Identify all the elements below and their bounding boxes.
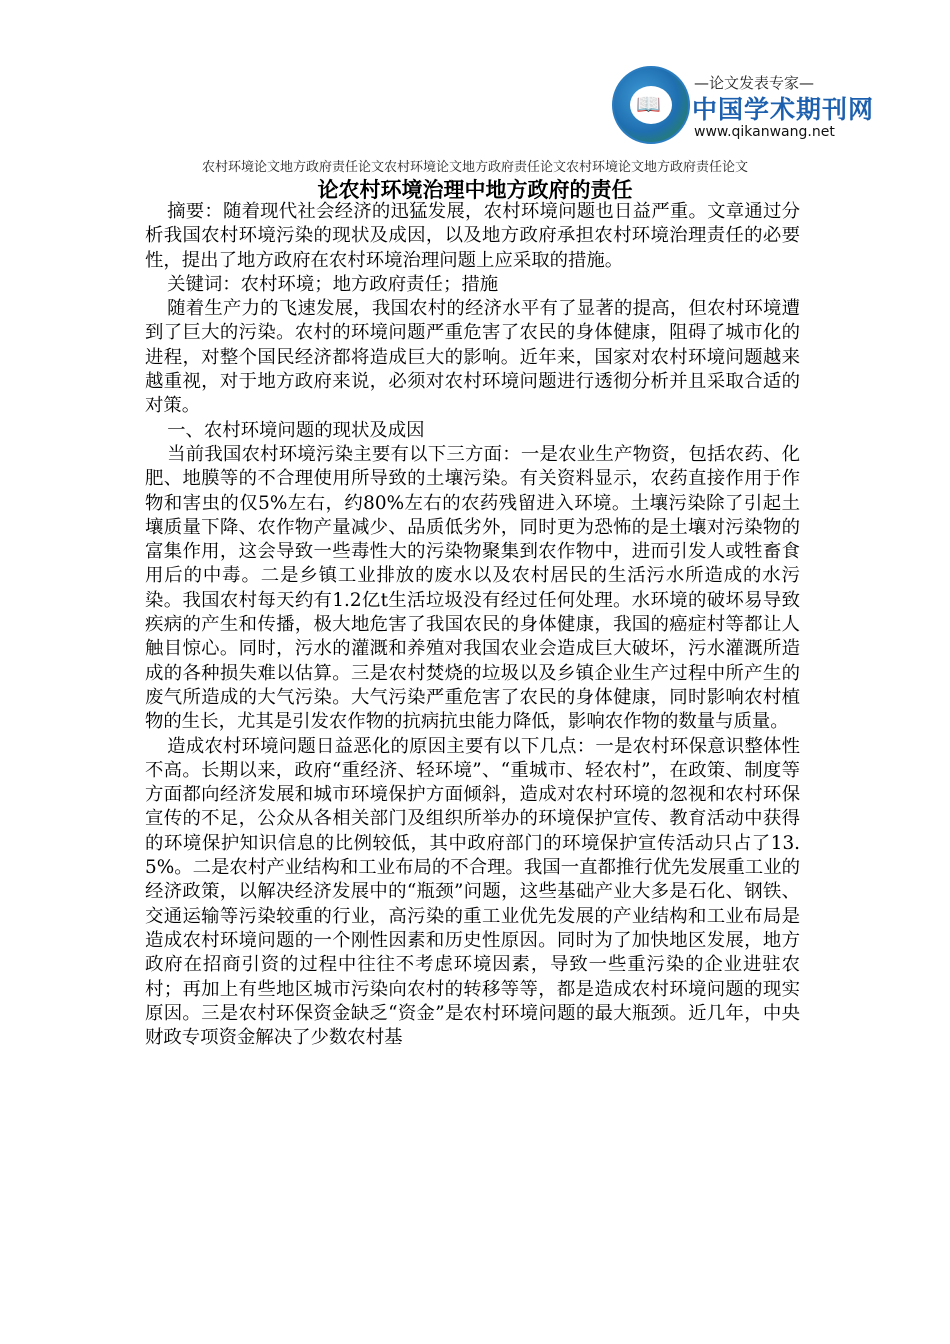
article-title: 论农村环境治理中地方政府的责任: [317, 178, 633, 202]
logo-url: www.qikanwang.net: [694, 124, 835, 140]
article-body: [145, 200, 800, 1050]
site-logo[interactable]: [612, 62, 875, 150]
body-paragraph: 当前我国农村环境污染主要有以下三方面：一是农业生产物资，包括农药、化肥、地膜等的不合理使用所导致的土壤污染。有关资料显示，农药直接作用于作物和害虫的仅5%左右，约80%左右的农药残留进入环境。土壤污染除了引起土壤质量下降、农作物产量减少、品质低劣外，同时更为恐怖的是土壤对污染物的富集作用，这会导致一些毒性大的污染物聚集到农作物中，进而引发人或牲畜食用后的中毒。二是乡镇工业排放的废水以及农村居民的生活污水所造成的水污染。我国农村每天约有1.2亿t生活垃圾没有经过任何处理。水环境的破坏易导致疾病的产生和传播，极大地危害了我国农民的身体健康，我国的癌症村等都让人触目惊心。同时，污水的灌溉和养殖对我国农业会造成巨大破坏，污水灌溉所造成的各种损失难以估算。三是农村焚烧的垃圾以及乡镇企业生产过程中所产生的废气所造成的大气污染。大气污染严重危害了农民的身体健康，同时影响农村植物的生长，尤其是引发农作物的抗病抗虫能力降低，影响农作物的数量与质量。: [145, 443, 800, 733]
section-heading: 一、农村环境问题的现状及成因: [167, 419, 425, 441]
book-icon: 📖: [636, 92, 661, 116]
keywords-paragraph: 关键词：农村环境；地方政府责任；措施: [167, 273, 499, 295]
intro-paragraph: 随着生产力的飞速发展，我国农村的经济水平有了显著的提高，但农村环境遭到了巨大的污染。农村的环境问题严重危害了农民的身体健康，阻碍了城市化的进程，对整个国民经济都将造成巨大的影响。近年来，国家对农村环境问题越来越重视，对于地方政府来说，必须对农村环境问题进行透彻分析并且采取合适的对策。: [145, 298, 800, 417]
logo-name: 中国学术期刊网: [692, 95, 875, 124]
logo-emblem: [612, 66, 690, 144]
logo-tagline: —论文发表专家—: [694, 74, 815, 92]
body-paragraph: 造成农村环境问题日益恶化的原因主要有以下几点：一是农村环保意识整体性不高。长期以来，政府“重经济、轻环境”、“重城市、轻农村”，在政策、制度等方面都向经济发展和城市环境保护方面倾斜，造成对农村环境的忽视和农村环保宣传的不足，公众从各相关部门及组织所举办的环境保护宣传、教育活动中获得的环境保护知识信息的比例较低，其中政府部门的环境保护宣传活动只占了13.5%。二是农村产业结构和工业布局的不合理。我国一直都推行优先发展重工业的经济政策，以解决经济发展中的“瓶颈”问题，这些基础产业大多是石化、钢铁、交通运输等污染较重的行业，高污染的重工业优先发展的产业结构和工业布局是造成农村环境问题的一个刚性因素和历史性原因。同时为了加快地区发展，地方政府在招商引资的过程中往往不考虑环境因素，导致一些重污染的企业进驻农村；再加上有些地区城市污染向农村的转移等等，都是造成农村环境问题的现实原因。三是农村环保资金缺乏“资金”是农村环境问题的最大瓶颈。近几年，中央财政专项资金解决了少数农村基: [145, 735, 800, 1049]
abstract-paragraph: 摘要：随着现代社会经济的迅猛发展，农村环境问题也日益严重。文章通过分析我国农村环境污染的现状及成因，以及地方政府承担农村环境治理责任的必要性，提出了地方政府在农村环境治理问题上应采取的措施。: [145, 201, 800, 271]
keyword-header: 农村环境论文地方政府责任论文农村环境论文地方政府责任论文农村环境论文地方政府责任论文: [201, 160, 748, 175]
